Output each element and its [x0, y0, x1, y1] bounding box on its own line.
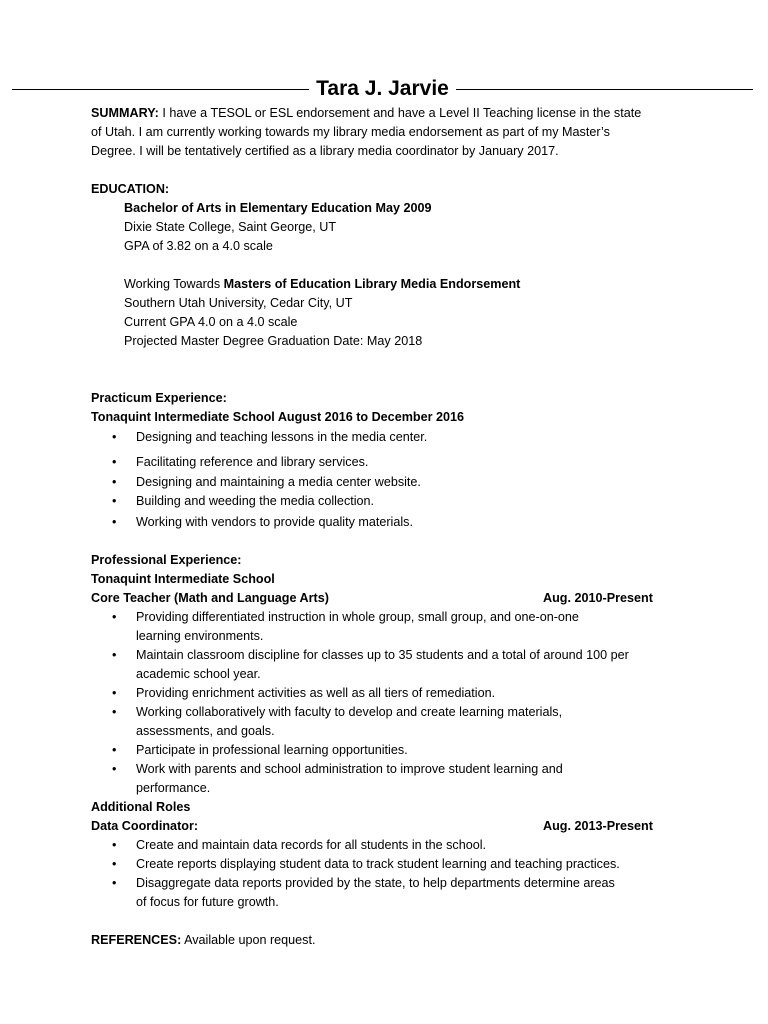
professional-heading: Professional Experience: — [91, 553, 242, 567]
list-item: • Providing differentiated instruction in whole group, small group, and one-on-one learning environments. — [91, 608, 688, 646]
list-item: • Disaggregate data reports provided by the state, to help departments determine areas of focus for future growth. — [91, 874, 688, 912]
degree1-gpa: GPA of 3.82 on a 4.0 scale — [124, 239, 273, 253]
list-item: • Facilitating reference and library services. — [91, 453, 688, 472]
degree2-gpa: Current GPA 4.0 on a 4.0 scale — [124, 315, 298, 329]
professional-section — [91, 551, 691, 912]
header-rule-right — [456, 89, 753, 90]
data-coordinator-role: Data Coordinator: — [91, 819, 199, 833]
summary-line-1: I have a TESOL or ESL endorsement and have a Level II Teaching license in the state — [158, 106, 642, 120]
list-item: • Designing and teaching lessons in the media center. — [91, 428, 688, 447]
list-item: • Providing enrichment activities as well as all tiers of remediation. — [91, 684, 688, 703]
degree1-title: Bachelor of Arts in Elementary Education May 2009 — [124, 201, 432, 215]
summary-label: SUMMARY: — [91, 106, 159, 120]
candidate-name: Tara J. Jarvie — [316, 77, 449, 100]
list-item: • Create and maintain data records for all students in the school. — [91, 836, 688, 855]
references-label: REFERENCES: — [91, 933, 182, 947]
professional-school: Tonaquint Intermediate School — [91, 572, 275, 586]
practicum-school: Tonaquint Intermediate School August 2016 to December 2016 — [91, 410, 465, 424]
core-teacher-date: Aug. 2010-Present — [543, 591, 653, 605]
core-teacher-role: Core Teacher (Math and Language Arts) — [91, 591, 329, 605]
list-item: • Participate in professional learning opportunities. — [91, 741, 688, 760]
professional-list — [91, 608, 691, 798]
education-section — [91, 180, 691, 351]
resume-content — [91, 104, 691, 950]
additional-roles-heading: Additional Roles — [91, 800, 191, 814]
list-item: • Working with vendors to provide quality materials. — [91, 513, 688, 532]
summary-line-2: of Utah. I am currently working towards my library media endorsement as part of my Master’s — [91, 125, 610, 139]
summary-line-3: Degree. I will be tentatively certified as a library media coordinator by January 2017. — [91, 144, 559, 158]
degree2-prefix: Working Towards — [124, 277, 224, 291]
list-item: • Create reports displaying student data to track student learning and teaching practices. — [91, 855, 688, 874]
list-item: • Work with parents and school administration to improve student learning and performance. — [91, 760, 688, 798]
practicum-section — [91, 389, 691, 532]
list-item: • Working collaboratively with faculty to develop and create learning materials, assessments, and goals. — [91, 703, 688, 741]
data-coordinator-list — [91, 836, 691, 912]
practicum-list — [91, 428, 691, 532]
degree2-projected: Projected Master Degree Graduation Date: May 2018 — [124, 334, 423, 348]
header-rule-left — [12, 89, 309, 90]
list-item: • Maintain classroom discipline for classes up to 35 students and a total of around 100 per academic school year. — [91, 646, 688, 684]
degree1-school: Dixie State College, Saint George, UT — [124, 220, 337, 234]
education-heading: EDUCATION: — [91, 182, 170, 196]
list-item: • Designing and maintaining a media center website. — [91, 473, 688, 492]
name-header — [12, 74, 753, 104]
list-item: • Building and weeding the media collection. — [91, 492, 688, 511]
data-coordinator-date: Aug. 2013-Present — [543, 819, 653, 833]
degree2-school: Southern Utah University, Cedar City, UT — [124, 296, 353, 310]
summary-section — [91, 104, 691, 161]
references-text: Available upon request. — [181, 933, 316, 947]
references-section — [91, 931, 691, 950]
practicum-heading: Practicum Experience: — [91, 391, 227, 405]
degree2-title: Masters of Education Library Media Endorsement — [223, 277, 521, 291]
